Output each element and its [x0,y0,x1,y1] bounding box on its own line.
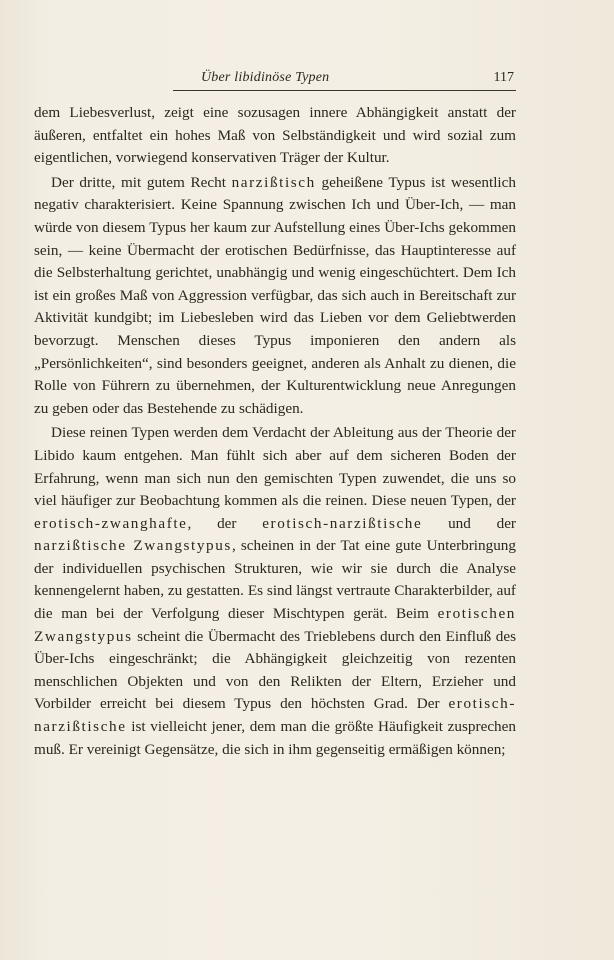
text-run: ist vielleicht jener, dem man die größte Häufigkeit zusprechen muß. Er vereinigt Gegensätze, die sich in ihm gegenseitig ermäßigen können; [34,718,516,758]
text-run: scheint die Übermacht des Trieblebens durch den Einfluß des Über-Ichs eingeschränkt; die Abhängigkeit gleichzeitig von rezenten menschlichen Objekten und von den Relikten der Eltern, Erzieher und Vorbilder erreicht bei diesem Typus den höchsten Grad. Der [34,627,516,713]
body-text [34,102,516,763]
text-run: und der [422,514,516,532]
paragraph [34,102,516,170]
spaced-term: erotischen Zwangstypus [34,605,516,645]
page-header [173,70,516,91]
page-number: 117 [493,70,514,85]
spaced-term: erotisch-narzißtische [34,695,516,736]
paragraph [34,172,516,421]
text-run: dem Liebesverlust, zeigt eine sozusagen innere Abhängigkeit anstatt der äußeren, entfaltet ein hohes Maß von Selbständigkeit und wird sozial zum eigentlichen, vorwiegend konservativen Träger der Kultur. [34,104,516,167]
text-run: , der [187,514,263,532]
text-run: , scheinen in der Tat eine gute Unterbringung der individuellen psychischen Strukturen, wie wir sie durch die Analyse kennengelernt haben, zu gestatten. Es sind längst vertraute Charakterbilder, auf die man bei der Verfolgung dieser Mischtypen gerät. Beim [34,537,516,623]
spaced-term: erotisch-narzißtische [262,514,423,532]
spaced-term: narzißtische Zwangstypus [34,537,232,555]
spaced-term: narzißtisch [231,173,316,191]
text-run: Diese reinen Typen werden dem Verdacht der Ableitung aus der Theorie der Libido kaum entgehen. Man fühlt sich aber auf dem sicheren Boden der Erfahrung, wenn man sich nun den gemischten Typen zuwendet, die uns so viel häufiger zur Beobachtung kommen als die reinen. Diese neuen Typen, der [34,424,516,510]
text-run: geheißene Typus ist wesentlich negativ charakterisiert. Keine Spannung zwischen Ich und Über-Ich, — man würde von diesem Typus her kaum zur Aufstellung eines Über-Ichs gekommen sein, — keine Übermacht der erotischen Bedürfnisse, das Hauptinteresse auf die Selbsterhaltung gerichtet, unabhängig und wenig eingeschüchtert. Dem Ich ist ein großes Maß von Aggression verfügbar, das sich auch in Bereitschaft zur Aktivität kundgibt; im Liebesleben wird das Lieben vor dem Geliebtwerden bevorzugt. Menschen dieses Typus imponieren den andern als „Persönlichkeiten“, sind besonders geeignet, anderen als Anhalt zu dienen, die Rolle von Führern zu übernehmen, der Kulturentwicklung neue Anregungen zu geben oder das Bestehende zu schädigen. [34,173,516,417]
running-title: Über libidinöse Typen [201,70,330,85]
spaced-term: erotisch-zwanghafte [34,514,188,532]
text-run: Der dritte, mit gutem Recht [51,173,232,191]
paragraph [34,422,516,761]
